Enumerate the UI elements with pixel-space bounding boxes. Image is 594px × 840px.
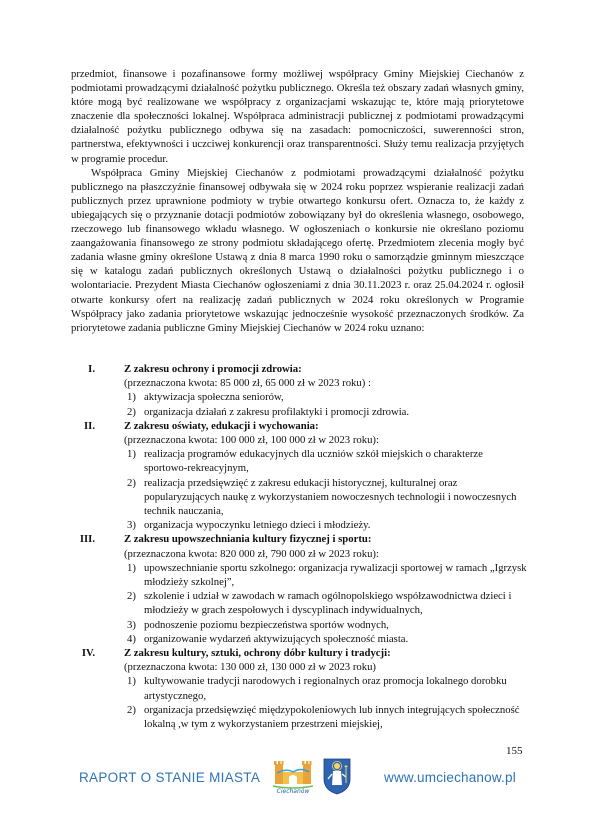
section-health xyxy=(0,362,594,419)
section-culture xyxy=(0,646,594,731)
footer-website-link[interactable]: www.umciechanow.pl xyxy=(384,770,516,785)
section-number: I. xyxy=(88,363,95,375)
item-number: 1) xyxy=(127,675,136,688)
section-number: III. xyxy=(79,533,95,546)
item-number: 3) xyxy=(127,519,136,532)
item-text: organizowanie wydarzeń aktywizujących społeczność miasta. xyxy=(144,632,409,645)
item-text: aktywizacja społeczna seniorów, xyxy=(144,391,284,404)
list-item xyxy=(127,589,527,617)
page-number: 155 xyxy=(506,745,523,757)
list-item xyxy=(127,674,527,702)
item-number: 1) xyxy=(127,391,136,404)
item-text: realizacja programów edukacyjnych dla uczniów szkół miejskich o charakterze sportowo-rekreacyjnym, xyxy=(144,448,483,475)
list-item xyxy=(127,405,527,419)
priority-tasks-list xyxy=(0,362,594,731)
section-education xyxy=(0,419,594,533)
section-sport xyxy=(0,532,594,646)
list-item xyxy=(127,561,527,589)
section-number: II. xyxy=(84,419,95,432)
section-title: Z zakresu upowszechniania kultury fizycznej i sportu: xyxy=(124,533,372,546)
item-text: podnoszenie poziomu bezpieczeństwa sportów wodnych, xyxy=(144,618,389,631)
item-number: 1) xyxy=(127,561,136,574)
section-title: Z zakresu kultury, sztuki, ochrony dóbr kultury i tradycji: xyxy=(124,647,391,660)
item-number: 2) xyxy=(127,590,136,603)
list-item xyxy=(127,703,527,731)
intro-paragraph-2: Współpraca Gminy Miejskiej Ciechanów z podmiotami prowadzącymi działalność pożytku publicznego na płaszczyźnie finansowej odbywała się w 2024 roku poprzez wspieranie realizacji zadań publicznych przez uprawnione podmioty w trybie otwartego konkursu ofert. Oznacza to, że każdy z ubiegających się o przyznanie dotacji podmiotów zobowiązany był do określenia własnego, osobowego, rzeczowego lub finansowego wkładu własnego. W ogłoszeniach o konkursie nie określano poziomu zaangażowania finansowego ze strony podmiotu składającego ofertę. Przedmiotem zlecenia mogły być zadania własne gminy określone Ustawą z dnia 8 marca 1990 roku o samorządzie gminnym mieszczące się w katalogu zadań publicznych określonych Ustawą o działalności pożytku publicznego i o wolontariacie. Prezydent Miasta Ciechanów ogłoszeniami z dnia 30.11.2023 r. oraz 25.04.2024 r. ogłosił otwarte konkursy ofert na realizację zadań publicznych w 2024 roku określonych w Programie Współpracy jako zadania priorytetowe wskazując jednocześnie wysokość przeznaczonych środków. Za priorytetowe zadania publiczne Gminy Miejskiej Ciechanów w 2024 roku uznano: xyxy=(71,166,524,334)
item-number: 2) xyxy=(127,476,136,489)
section-amount: (przeznaczona kwota: 130 000 zł, 130 000 zł w 2023 roku) xyxy=(124,661,376,674)
item-text: realizacja przedsięwzięć z zakresu edukacji historycznej, kulturalnej oraz popularyzujących naukę z wykorzystaniem nowoczesnych technologii i nowoczesnych technik nauczania, xyxy=(144,476,517,518)
list-item xyxy=(127,447,527,475)
list-item xyxy=(127,476,527,519)
logo-text: Ciechanów xyxy=(276,788,310,794)
item-text: organizacja wypoczynku letniego dzieci i młodzieży. xyxy=(144,519,371,532)
ciechanow-castle-logo xyxy=(271,760,315,794)
list-item xyxy=(127,632,527,646)
item-text: upowszechnianie sportu szkolnego: organizacja rywalizacji sportowej w ramach „Igrzysk młodzieży szkolnej”, xyxy=(144,561,527,589)
item-number: 2) xyxy=(127,703,136,716)
section-amount: (przeznaczona kwota: 820 000 zł, 790 000 zł w 2023 roku): xyxy=(124,547,379,560)
item-number: 4) xyxy=(127,632,136,645)
item-number: 3) xyxy=(127,618,136,631)
item-text: organizacja przedsięwzięć międzypokoleniowych lub innych integrujących społeczność lokalną ,w tym z wykorzystaniem przestrzeni miejskiej, xyxy=(144,703,520,731)
section-number: IV. xyxy=(81,647,95,660)
item-text: kultywowanie tradycji narodowych i regionalnych oraz promocja lokalnego dorobku artystycznego, xyxy=(144,675,507,702)
list-item xyxy=(127,390,527,404)
item-text: szkolenie i udział w zawodach w ramach ogólnopolskiego współzawodnictwa dzieci i młodzieży w grach zespołowych i dyscyplinach indywidualnych, xyxy=(144,590,512,617)
list-item xyxy=(127,618,527,632)
section-title: Z zakresu oświaty, edukacji i wychowania: xyxy=(124,419,319,432)
item-text: organizacja działań z zakresu profilaktyki i promocji zdrowia. xyxy=(144,405,410,418)
item-number: 1) xyxy=(127,448,136,461)
intro-text xyxy=(71,67,524,335)
coat-of-arms-icon xyxy=(322,757,352,795)
section-amount: (przeznaczona kwota: 85 000 zł, 65 000 zł w 2023 roku) : xyxy=(124,377,371,390)
list-item xyxy=(127,518,527,532)
footer-report-title: RAPORT O STANIE MIASTA xyxy=(79,770,261,785)
section-title: Z zakresu ochrony i promocji zdrowia: xyxy=(124,363,302,375)
intro-paragraph-1: przedmiot, finansowe i pozafinansowe formy możliwej współpracy Gminy Miejskiej Ciechanów z podmiotami prowadzącymi działalność pożytku publicznego. Określa też obszary zadań własnych gminy, które mogą być realizowane we współpracy z organizacjami wskazując te, które mają priorytetowe znaczenie dla społeczności lokalnej. Współpraca administracji publicznej z podmiotami prowadzącymi działalność pożytku publicznego odbywa się na zasadach: pomocniczości, suwerenności stron, partnerstwa, efektywności i uczciwej konkurencji oraz transparentności. Służy temu realizacja przyjętych w programie procedur. xyxy=(71,68,524,165)
section-amount: (przeznaczona kwota: 100 000 zł, 100 000 zł w 2023 roku): xyxy=(124,434,379,447)
item-number: 2) xyxy=(127,405,136,418)
